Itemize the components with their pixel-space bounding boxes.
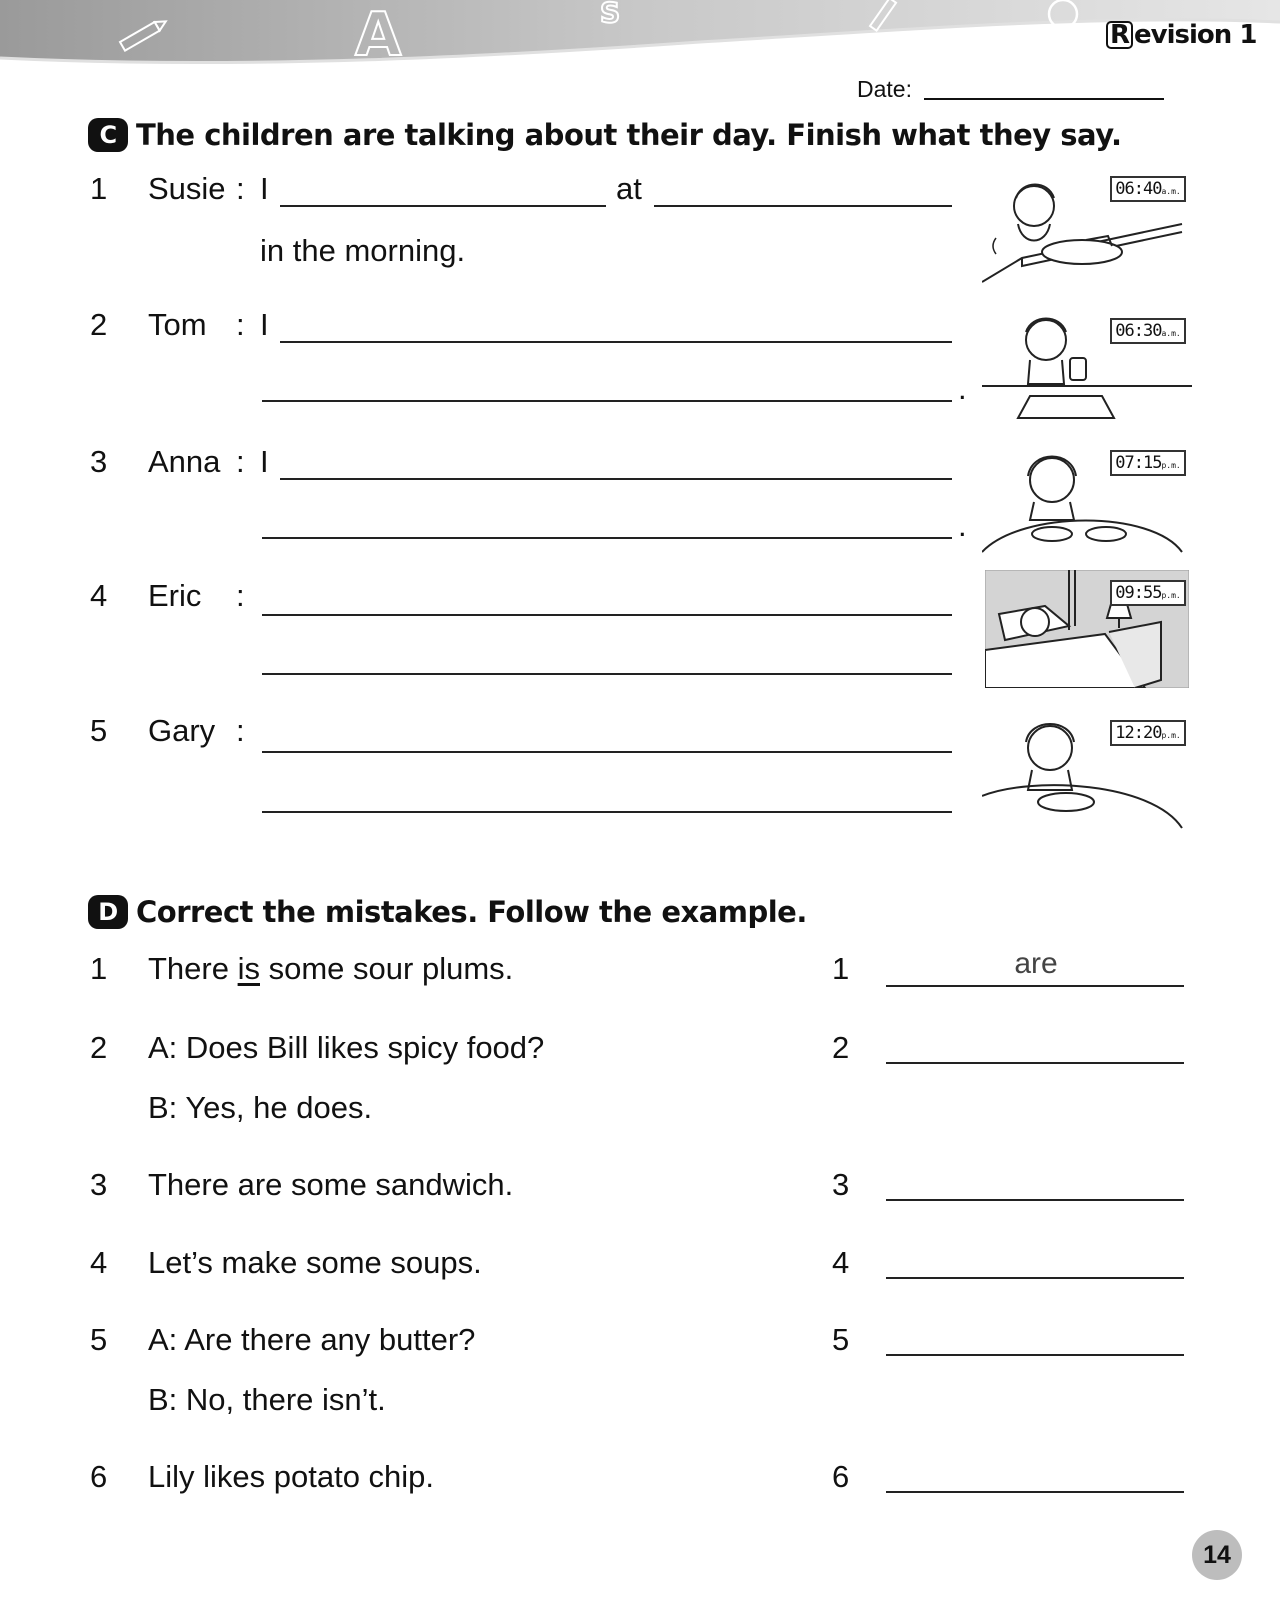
c-item-1-colon: : (236, 171, 245, 206)
c-item-3-blank-1[interactable] (280, 478, 952, 480)
d-item-2-line-2: B: Yes, he does. (148, 1090, 373, 1125)
d-item-1-error-word: is (237, 951, 260, 986)
clock-ampm: p.m. (1161, 591, 1181, 600)
clock-ampm: p.m. (1161, 731, 1181, 740)
clock-time: 12:20 (1115, 723, 1162, 743)
d-item-3-line-1: There are some sandwich. (148, 1167, 514, 1202)
d-answer-4-line[interactable] (886, 1277, 1184, 1279)
c-item-5-number: 5 (90, 713, 108, 748)
c-item-1-blank-2[interactable] (654, 205, 952, 207)
date-label: Date: (857, 76, 912, 102)
section-c-instruction: The children are talking about their day. Finish what they say. (136, 118, 1122, 152)
d-answer-2-number: 2 (832, 1030, 850, 1065)
d-item-4-line-1: Let’s make some soups. (148, 1245, 482, 1280)
section-c-badge: C (88, 118, 128, 152)
clock-ampm: a.m. (1161, 187, 1181, 196)
revision-text: evision 1 (1134, 20, 1257, 50)
d-answer-1-number: 1 (832, 951, 850, 986)
d-item-5-number: 5 (90, 1322, 108, 1357)
girl-eating-breakfast-illustration (982, 440, 1192, 560)
c-item-5-blank-2[interactable] (262, 811, 952, 813)
clock-time: 09:55 (1115, 583, 1162, 603)
d-item-4-number: 4 (90, 1245, 108, 1280)
boy-brushing-teeth-illustration (982, 306, 1192, 426)
c-item-4-name: Eric (148, 578, 202, 613)
c-item-2-blank-2[interactable] (262, 400, 952, 402)
girl-washing-face-illustration (982, 166, 1192, 286)
d-answer-1-example: are (1014, 947, 1058, 980)
c-item-1-name: Susie (148, 171, 226, 206)
d-answer-3-line[interactable] (886, 1199, 1184, 1201)
d-item-1-sentence (148, 951, 513, 987)
clock-time: 06:30 (1115, 321, 1162, 341)
c-item-3-blank-2[interactable] (262, 537, 952, 539)
d-answer-1-line (886, 985, 1184, 987)
c-item-1-end: in the morning. (260, 233, 466, 268)
banner-letter-a: A (355, 0, 402, 70)
banner-letter-s: S (600, 0, 621, 29)
c-item-4-clock (1110, 580, 1186, 606)
c-item-2-colon: : (236, 307, 245, 342)
d-answer-6-number: 6 (832, 1459, 850, 1494)
c-item-2-blank-1[interactable] (280, 341, 952, 343)
c-item-5-name: Gary (148, 713, 216, 748)
d-item-2-line-1: A: Does Bill likes spicy food? (148, 1030, 545, 1065)
c-item-4-blank-2[interactable] (262, 673, 952, 675)
c-item-3-period: . (958, 508, 967, 543)
d-item-6-line-1: Lily likes potato chip. (148, 1459, 435, 1494)
section-d-badge: D (88, 895, 128, 929)
d-item-6-number: 6 (90, 1459, 108, 1494)
d-answer-2-line[interactable] (886, 1062, 1184, 1064)
d-item-2-number: 2 (90, 1030, 108, 1065)
c-item-2-name: Tom (148, 307, 207, 342)
section-c-heading (88, 118, 1121, 152)
d-item-1-pre: There (148, 951, 238, 986)
clock-ampm: a.m. (1161, 329, 1181, 338)
header-banner (0, 0, 1280, 80)
c-item-1-start: I (260, 171, 269, 206)
c-item-2-period: . (958, 371, 967, 406)
d-answer-5-line[interactable] (886, 1354, 1184, 1356)
c-item-4-number: 4 (90, 578, 108, 613)
boy-eating-lunch-illustration (982, 712, 1192, 832)
c-item-5-blank-1[interactable] (262, 751, 952, 753)
revision-initial: R (1106, 21, 1133, 49)
d-answer-3-number: 3 (832, 1167, 850, 1202)
c-item-1-blank-1[interactable] (280, 205, 606, 207)
d-item-5-line-2: B: No, there isn’t. (148, 1382, 386, 1417)
d-answer-5-number: 5 (832, 1322, 850, 1357)
d-item-5-line-1: A: Are there any butter? (148, 1322, 476, 1357)
revision-label (1106, 20, 1256, 50)
c-item-2-start: I (260, 307, 269, 342)
c-item-3-number: 3 (90, 444, 108, 479)
d-item-1-post: some sour plums. (260, 951, 514, 986)
page-number: 14 (1192, 1530, 1242, 1580)
c-item-3-start: I (260, 444, 269, 479)
c-item-1-number: 1 (90, 171, 108, 206)
d-answer-4-number: 4 (832, 1245, 850, 1280)
c-item-4-colon: : (236, 578, 245, 613)
c-item-2-number: 2 (90, 307, 108, 342)
clock-ampm: p.m. (1161, 461, 1181, 470)
section-d-heading (88, 895, 807, 929)
d-answer-6-line[interactable] (886, 1491, 1184, 1493)
c-item-5-colon: : (236, 713, 245, 748)
d-item-1-number: 1 (90, 951, 108, 986)
clock-time: 06:40 (1115, 179, 1162, 199)
clock-time: 07:15 (1115, 453, 1162, 473)
c-item-4-blank-1[interactable] (262, 614, 952, 616)
date-input-line[interactable] (924, 98, 1164, 100)
section-d-instruction: Correct the mistakes. Follow the example. (136, 895, 807, 929)
c-item-1-mid: at (616, 171, 642, 206)
c-item-3-colon: : (236, 444, 245, 479)
c-item-3-name: Anna (148, 444, 221, 479)
d-item-3-number: 3 (90, 1167, 108, 1202)
